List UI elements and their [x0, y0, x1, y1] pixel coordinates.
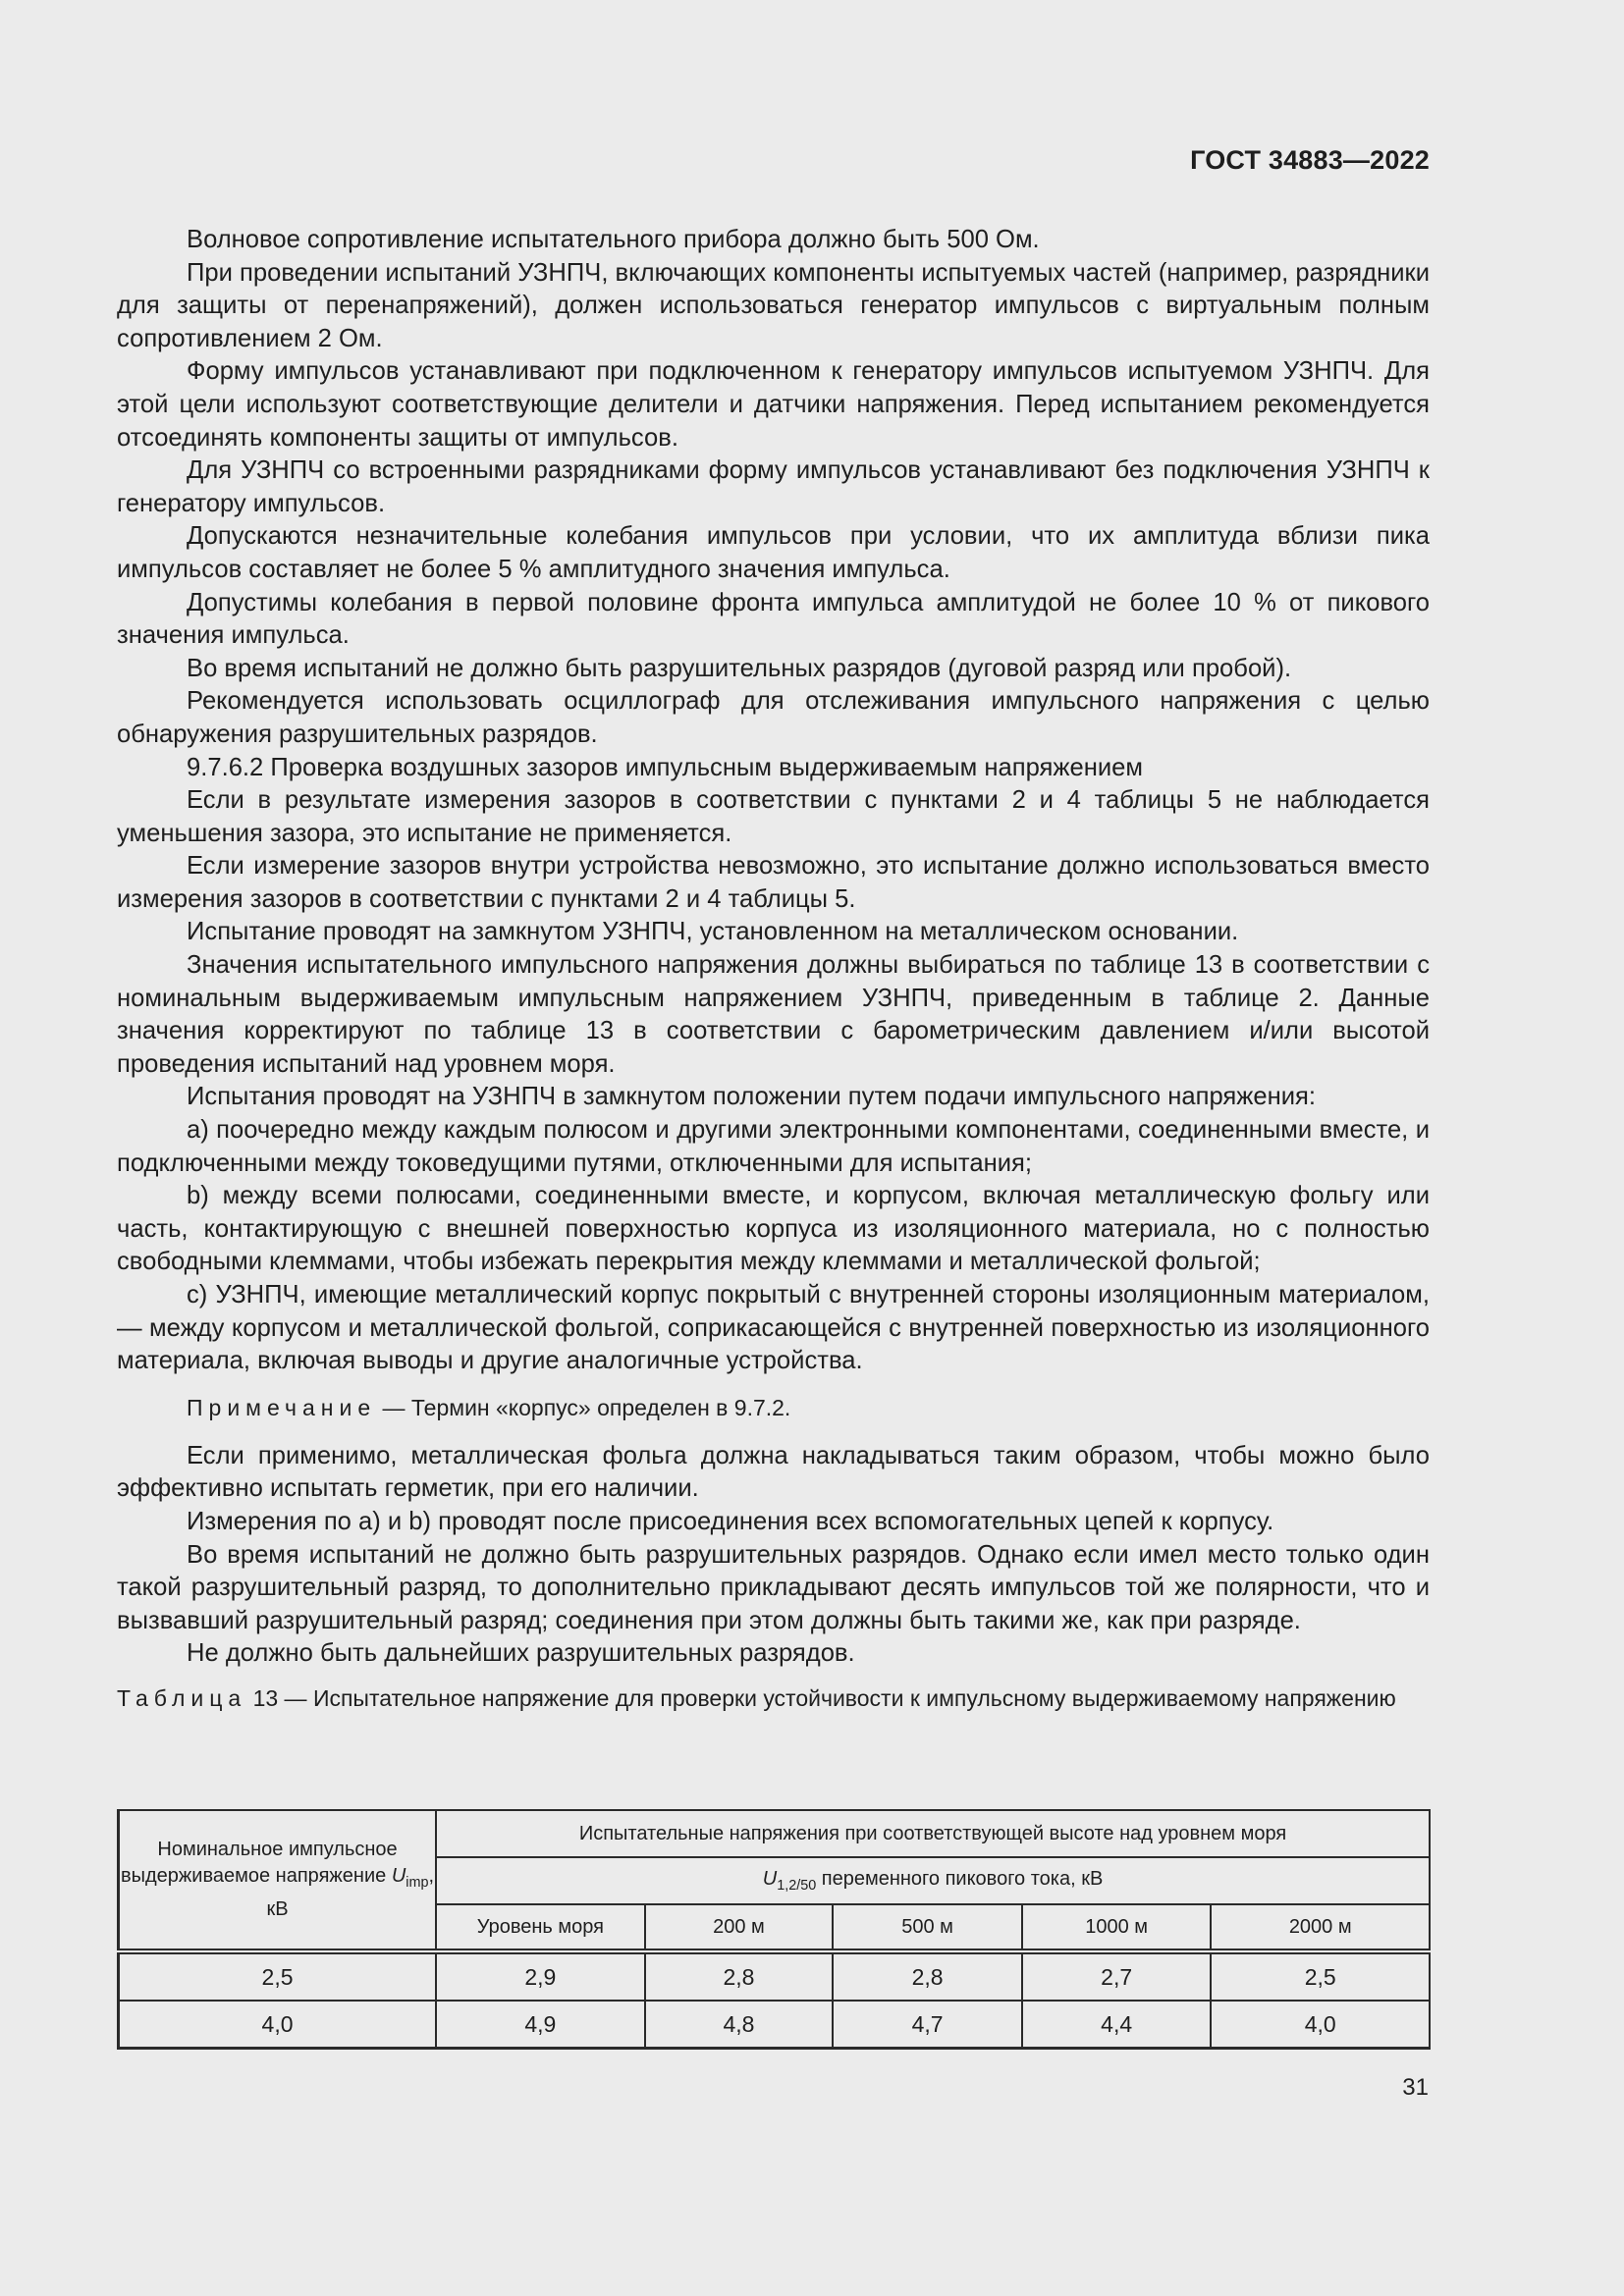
- paragraph: Если измерение зазоров внутри устройства невозможно, это испытание должно использоваться вместо измерения зазоров в соответствии с пунктами 2 и 4 таблицы 5.: [117, 852, 1430, 913]
- paragraph: Допускаются незначительные колебания импульсов при условии, что их амплитуда вблизи пика импульсов составляет не более 5 % амплитудного значения импульса.: [117, 522, 1430, 583]
- altitude-header: 2000 м: [1211, 1904, 1430, 1951]
- table-cell: 4,0: [119, 2001, 437, 2049]
- note-label: Примечание: [187, 1394, 377, 1420]
- paragraph: Рекомендуется использовать осциллограф для отслеживания импульсного напряжения с целью обнаружения разрушительных разрядов.: [117, 687, 1430, 748]
- paragraph: Форму импульсов устанавливают при подключенном к генератору импульсов испытуемом УЗНПЧ. Для этой цели используют соответствующие делители и датчики напряжения. Перед испытанием рекомендуется отсоединять компоненты защиты от импульсов.: [117, 357, 1430, 452]
- table-cell: 2,5: [1211, 1951, 1430, 2001]
- sub-header-u-1-2-50: [436, 1857, 1430, 1904]
- paragraph: Измерения по a) и b) проводят после присоединения всех вспомогательных цепей к корпусу.: [187, 1507, 1274, 1535]
- table-cell: 2,7: [1022, 1951, 1212, 2001]
- test-voltage-table: [117, 1809, 1431, 2050]
- paragraph: Значения испытательного импульсного напряжения должны выбираться по таблице 13 в соответствии с номинальным выдерживаемым импульсным напряжением УЗНПЧ, приведенным в таблице 2. Данные значения корректируют по таблице 13 в соответствии с барометрическим давлением и/или высотой проведения испытаний над уровнем моря.: [117, 951, 1430, 1078]
- sub-header-sub: 1,2/50: [777, 1878, 817, 1894]
- col-header-sub: imp: [406, 1875, 429, 1891]
- table-row: [119, 2001, 1431, 2049]
- paragraph: Во время испытаний не должно быть разрушительных разрядов. Однако если имел место только один такой разрушительный разряд, то дополнительно прикладывают десять импульсов той же полярности, что и вызвавший разрушительный разряд; соединения при этом должны быть такими же, как при разряде.: [117, 1540, 1430, 1634]
- table-cell: 2,9: [436, 1951, 645, 2001]
- altitude-header: Уровень моря: [436, 1904, 645, 1951]
- note-text: — Термин «корпус» определен в 9.7.2.: [376, 1394, 791, 1420]
- paragraph: Испытание проводят на замкнутом УЗНПЧ, установленном на металлическом основании.: [187, 918, 1239, 946]
- list-item-c: c) УЗНПЧ, имеющие металлический корпус покрытый с внутренней стороны изоляционным материалом, — между корпусом и металлической фольгой, соприкасающейся с внутренней поверхностью из изоляционного материала, включая выводы и другие аналогичные устройства.: [117, 1281, 1430, 1375]
- table-row: [119, 1951, 1431, 2001]
- paragraph: Волновое сопротивление испытательного прибора должно быть 500 Ом.: [187, 226, 1040, 253]
- table-cell: 4,7: [833, 2001, 1022, 2049]
- col-header-rated-voltage: [119, 1810, 437, 1951]
- list-item-b: b) между всеми полюсами, соединенными вместе, и корпусом, включая металлическую фольгу или часть, контактирующую с внешней поверхностью корпуса из изоляционного материала, но с полностью свободными клеммами, чтобы избежать перекрытия между клеммами и металлической фольгой;: [117, 1182, 1430, 1276]
- table-caption: [117, 1684, 1430, 1712]
- table-cell: 4,8: [645, 2001, 834, 2049]
- table-cell: 2,5: [119, 1951, 437, 2001]
- group-header-test-voltages: Испытательные напряжения при соответствующей высоте над уровнем моря: [436, 1810, 1430, 1857]
- paragraph: Во время испытаний не должно быть разрушительных разрядов (дуговой разряд или пробой).: [187, 654, 1292, 682]
- paragraph: Не должно быть дальнейших разрушительных разрядов.: [187, 1639, 855, 1668]
- paragraph: Если в результате измерения зазоров в соответствии с пунктами 2 и 4 таблицы 5 не наблюдается уменьшения зазора, это испытание не применяется.: [117, 786, 1430, 847]
- document-body: [117, 224, 1430, 1712]
- page-number: 31: [1402, 2074, 1429, 2101]
- paragraph: При проведении испытаний УЗНПЧ, включающих компоненты испытуемых частей (например, разрядники для защиты от перенапряжений), должен использоваться генератор импульсов с виртуальным полным сопротивлением 2 Ом.: [117, 258, 1430, 352]
- table-caption-label: Таблица: [117, 1684, 247, 1711]
- altitude-header: 200 м: [645, 1904, 834, 1951]
- note: [117, 1392, 1430, 1424]
- sub-header-var: U: [762, 1868, 778, 1890]
- paragraph: Если применимо, металлическая фольга должна накладываться таким образом, чтобы можно было эффективно испытать герметик, при его наличии.: [117, 1441, 1430, 1503]
- col-header-var: U: [391, 1865, 406, 1887]
- altitude-header: 1000 м: [1022, 1904, 1212, 1951]
- altitude-header: 500 м: [833, 1904, 1022, 1951]
- col-header-unit: , кВ: [266, 1865, 435, 1920]
- table-cell: 2,8: [645, 1951, 834, 2001]
- section-heading-9-7-6-2: 9.7.6.2 Проверка воздушных зазоров импульсным выдерживаемым напряжением: [187, 753, 1144, 781]
- table-cell: 4,0: [1211, 2001, 1430, 2049]
- table-cell: 4,4: [1022, 2001, 1212, 2049]
- table-cell: 4,9: [436, 2001, 645, 2049]
- list-item-a: a) поочередно между каждым полюсом и другими электронными компонентами, соединенными вместе, и подключенными между токоведущими путями, отключенными для испытания;: [117, 1116, 1430, 1177]
- paragraph: Испытания проводят на УЗНПЧ в замкнутом положении путем подачи импульсного напряжения:: [187, 1083, 1317, 1111]
- paragraph: Для УЗНПЧ со встроенными разрядниками форму импульсов устанавливают без подключения УЗНПЧ к генератору импульсов.: [117, 456, 1430, 517]
- sub-header-text: переменного пикового тока, кВ: [816, 1868, 1104, 1890]
- paragraph: Допустимы колебания в первой половине фронта импульса амплитудой не более 10 % от пикового значения импульса.: [117, 588, 1430, 650]
- col-header-rated-voltage-text: Номинальное импульсное выдерживаемое напряжение: [121, 1839, 398, 1887]
- table-cell: 2,8: [833, 1951, 1022, 2001]
- table-caption-text: 13 — Испытательное напряжение для проверки устойчивости к импульсному выдерживаемому напряжению: [246, 1684, 1396, 1711]
- document-code-header: ГОСТ 34883—2022: [1190, 145, 1430, 175]
